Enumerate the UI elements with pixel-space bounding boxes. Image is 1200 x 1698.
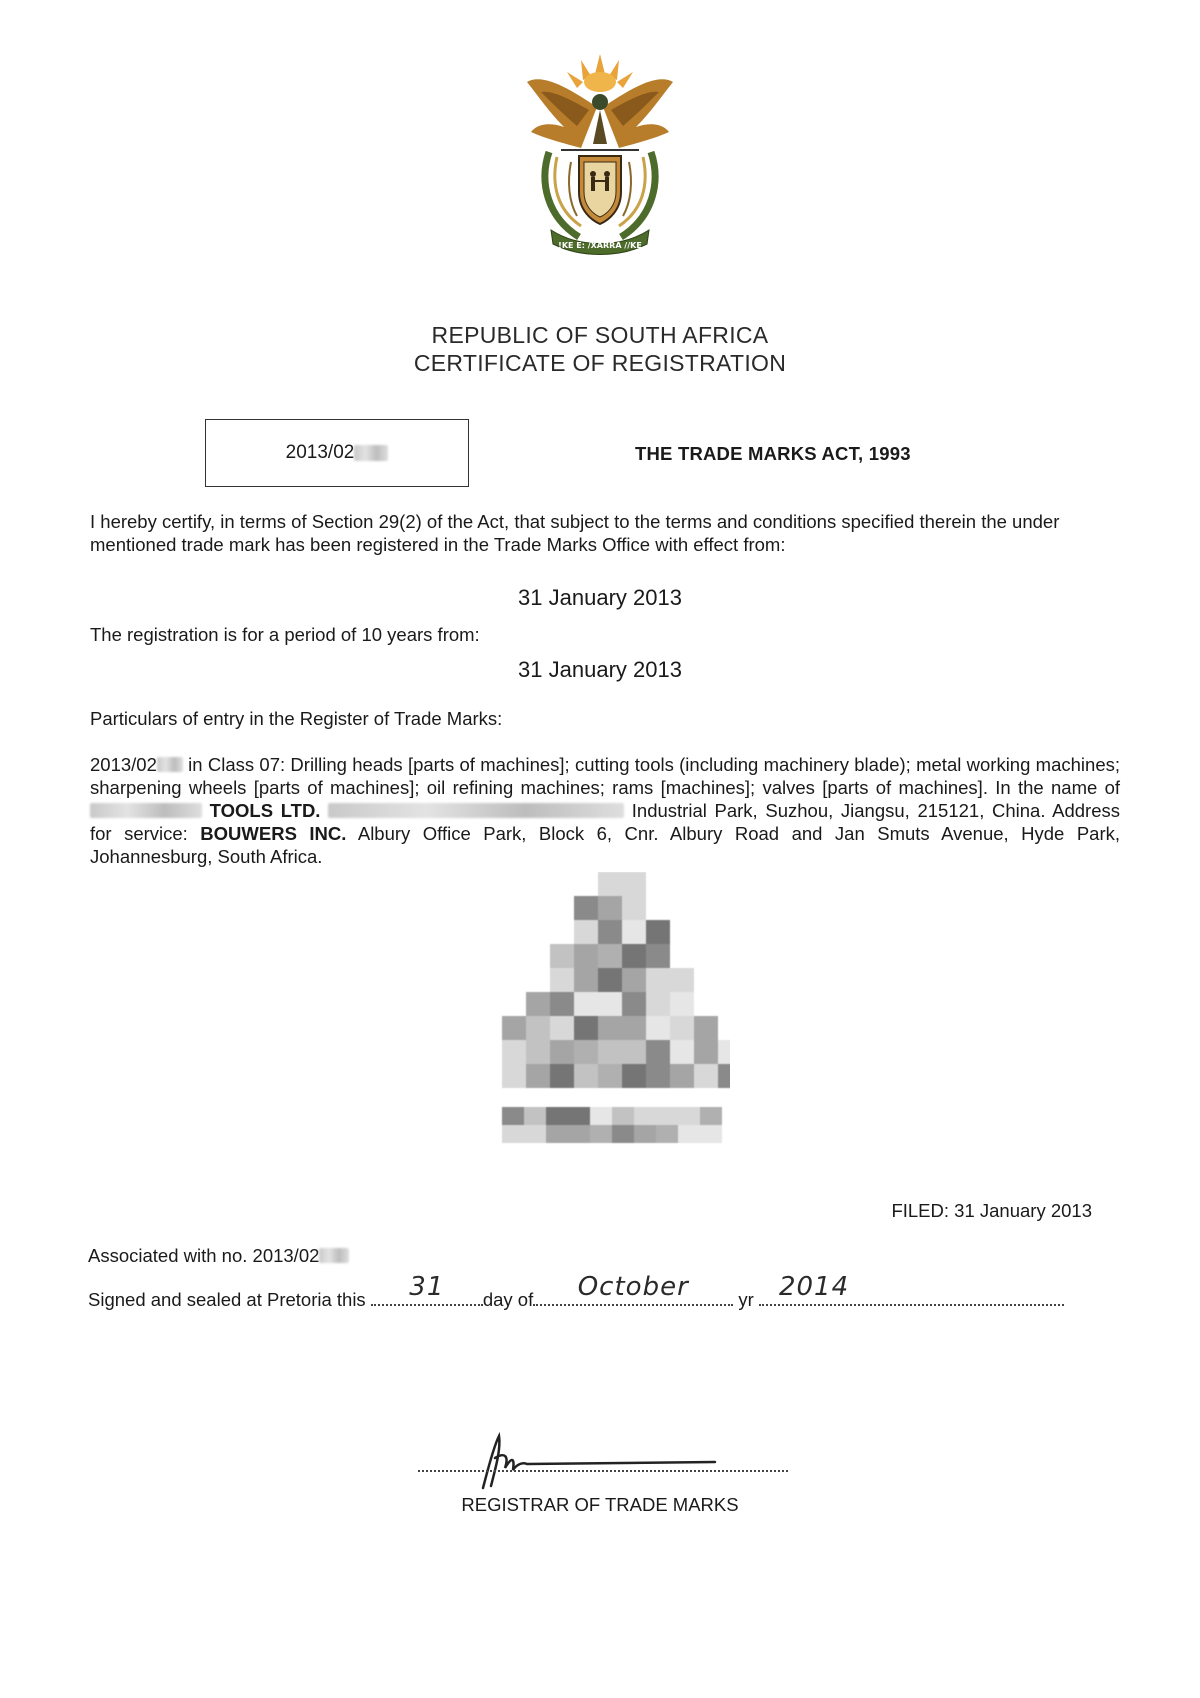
associated-label: Associated with no. 2013/02 xyxy=(88,1245,320,1266)
year-label: yr xyxy=(738,1289,754,1310)
signed-prefix: Signed and sealed at Pretoria this xyxy=(88,1289,366,1310)
associated-number xyxy=(88,1245,349,1267)
redacted-digits xyxy=(157,757,183,773)
agent-name: BOUWERS INC. xyxy=(200,823,347,844)
day-value: 31 xyxy=(409,1272,445,1302)
redacted-address xyxy=(328,803,624,819)
month-field xyxy=(533,1272,733,1306)
trade-mark-image xyxy=(490,872,730,1147)
signed-line xyxy=(88,1272,1064,1311)
year-field xyxy=(759,1272,1064,1306)
registrar-signature xyxy=(465,1428,735,1493)
act-title: THE TRADE MARKS ACT, 1993 xyxy=(635,443,911,464)
particulars-label: Particulars of entry in the Register of Trade Marks: xyxy=(90,708,503,729)
day-field xyxy=(371,1272,483,1306)
redacted-digits xyxy=(354,445,388,461)
entry-number: 2013/02 xyxy=(90,754,157,775)
register-entry xyxy=(90,753,1120,868)
month-value: October xyxy=(577,1272,689,1302)
period-date: 31 January 2013 xyxy=(518,657,682,682)
signature-line xyxy=(418,1470,788,1472)
registrar-title: REGISTRAR OF TRADE MARKS xyxy=(461,1494,739,1515)
period-paragraph: The registration is for a period of 10 years from: xyxy=(90,624,480,645)
registration-number: 2013/02 xyxy=(285,442,355,463)
redacted-owner-name xyxy=(90,803,202,819)
filed-date: FILED: 31 January 2013 xyxy=(891,1200,1092,1221)
coat-of-arms-icon xyxy=(519,52,681,262)
entry-class-text: in Class 07: Drilling heads [parts of machines]; cutting tools (including machinery blade); metal working machines; sharpening wheels [parts of machines]; oil refining machines; rams [machines]; valves [parts of machines]. In the name of xyxy=(90,754,1120,798)
day-label: day of xyxy=(482,1289,534,1310)
year-value: 2014 xyxy=(778,1272,850,1302)
owner-name: TOOLS LTD. xyxy=(209,800,321,821)
certificate-title: CERTIFICATE OF REGISTRATION xyxy=(413,350,787,376)
registration-number-box xyxy=(205,419,469,487)
agent-address: Albury Office Park, Block 6, Cnr. Albury Road and Jan Smuts Avenue, Hyde Park, Johannesburg, South Africa. xyxy=(90,823,1120,867)
effect-date: 31 January 2013 xyxy=(518,585,682,610)
motto-text: !KE E: /XARRA //KE xyxy=(558,241,642,250)
owner-address: Industrial Park, Suzhou, Jiangsu, 215121, China. Address for service: xyxy=(90,800,1120,844)
country-heading: REPUBLIC OF SOUTH AFRICA xyxy=(431,322,769,348)
certification-paragraph: I hereby certify, in terms of Section 29(2) of the Act, that subject to the terms and conditions specified therein the under mentioned trade mark has been registered in the Trade Marks Office with effect from: xyxy=(90,511,1060,555)
redacted-digits xyxy=(319,1248,349,1264)
